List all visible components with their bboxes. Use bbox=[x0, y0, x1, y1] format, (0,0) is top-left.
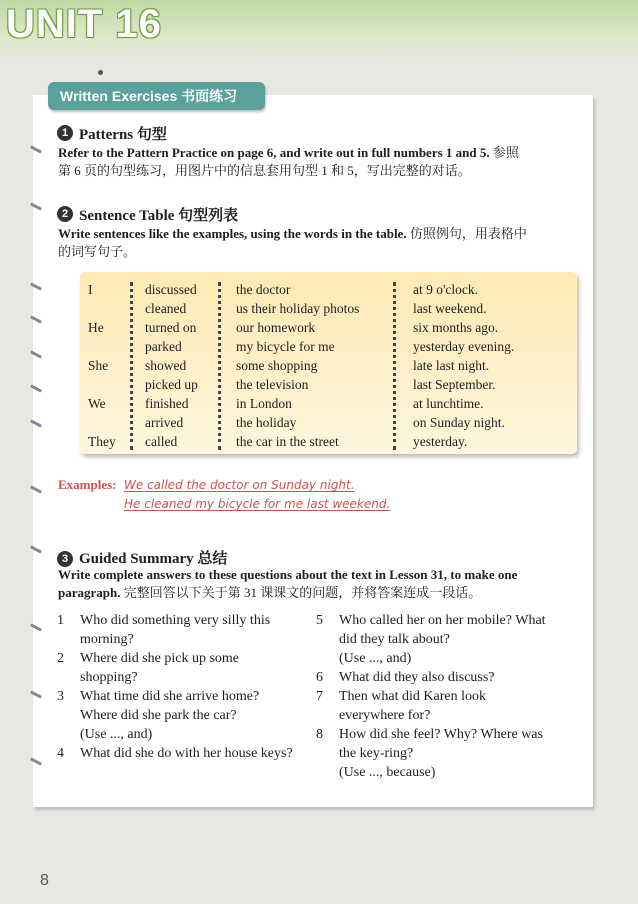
question-hint bbox=[80, 725, 152, 744]
table-cell: some shopping bbox=[236, 358, 318, 373]
table-cell: yesterday evening. bbox=[413, 339, 515, 354]
unit-title: UNIT 16 bbox=[6, 2, 162, 46]
instruction-cn: 参照 bbox=[489, 145, 519, 160]
table-cell: in London bbox=[236, 396, 292, 411]
question-number: 3 bbox=[57, 689, 64, 704]
example-sentence: We called the doctor on Sunday night. bbox=[124, 478, 355, 492]
question-text: What time did she arrive home? Where did she park the car? bbox=[80, 689, 260, 723]
table-cell: parked bbox=[145, 339, 182, 354]
instruction-cn: 完整回答以下关于第 31 课课文的问题，并将答案连成一段话。 bbox=[120, 585, 482, 600]
table-cell: six months ago. bbox=[413, 320, 499, 335]
table-cell: arrived bbox=[145, 415, 184, 430]
table-cell: We bbox=[88, 396, 106, 411]
table-cell bbox=[88, 375, 116, 394]
section-banner: Written Exercises 书面练习 bbox=[48, 82, 265, 110]
table-cell: us their holiday photos bbox=[236, 301, 360, 316]
table-cell: turned on bbox=[145, 320, 197, 335]
table-cell: the doctor bbox=[236, 282, 291, 297]
subject-column bbox=[88, 280, 116, 451]
question-hint bbox=[339, 649, 411, 668]
table-cell: the car in the street bbox=[236, 434, 339, 449]
table-cell: cleaned bbox=[145, 301, 187, 316]
table-cell: at lunchtime. bbox=[413, 396, 484, 411]
instruction-line2: 的词写句子。 bbox=[58, 244, 137, 259]
time-column bbox=[413, 280, 514, 451]
hint-text: (Use ..., and) bbox=[339, 651, 412, 666]
column-separator bbox=[218, 282, 221, 450]
question-number: 1 bbox=[57, 613, 64, 628]
question-text: What did she do with her house keys? bbox=[80, 746, 293, 761]
table-cell: They bbox=[88, 434, 116, 449]
table-cell: yesterday. bbox=[413, 434, 468, 449]
question-hint bbox=[339, 763, 435, 782]
question-text: How did she feel? Why? Where was the key-ring? bbox=[339, 727, 543, 761]
table-cell bbox=[88, 413, 116, 432]
object-column bbox=[236, 280, 359, 451]
table-cell bbox=[88, 337, 116, 356]
column-separator bbox=[393, 282, 396, 450]
table-cell: at 9 o'clock. bbox=[413, 282, 479, 297]
table-cell: finished bbox=[145, 396, 189, 411]
question-number: 2 bbox=[57, 651, 64, 666]
question-text: Who called her on her mobile? What did they talk about? bbox=[339, 613, 546, 647]
table-cell: my bicycle for me bbox=[236, 339, 335, 354]
section-title: Sentence Table 句型列表 bbox=[79, 208, 239, 224]
section-instruction bbox=[58, 225, 578, 261]
question-text: Then what did Karen look everywhere for? bbox=[339, 689, 486, 723]
section-title: Guided Summary 总结 bbox=[79, 551, 228, 567]
question-text: Where did she pick up some shopping? bbox=[80, 651, 240, 685]
page-number: 8 bbox=[40, 872, 49, 889]
instruction-line2: 第 6 页的句型练习，用图片中的信息套用句型 1 和 5，写出完整的对话。 bbox=[58, 163, 471, 178]
table-cell: I bbox=[88, 282, 93, 297]
table-cell: called bbox=[145, 434, 178, 449]
column-separator bbox=[130, 282, 133, 450]
section-number-badge: 2 bbox=[57, 206, 73, 222]
table-cell: the television bbox=[236, 377, 309, 392]
table-cell: discussed bbox=[145, 282, 197, 297]
question-number: 4 bbox=[57, 746, 64, 761]
table-cell: last September. bbox=[413, 377, 496, 392]
instruction-bold: Write sentences like the examples, using the words in the table. bbox=[58, 226, 407, 241]
table-cell: last weekend. bbox=[413, 301, 487, 316]
hint-text: (Use ..., because) bbox=[339, 765, 436, 780]
table-cell: He bbox=[88, 320, 104, 335]
section-instruction bbox=[58, 566, 578, 602]
question-text: Who did something very silly this morning? bbox=[80, 613, 271, 647]
table-cell: showed bbox=[145, 358, 187, 373]
instruction-cn: 仿照例句，用表格中 bbox=[406, 226, 527, 241]
verb-column bbox=[145, 280, 198, 451]
table-cell: picked up bbox=[145, 377, 198, 392]
example-sentence: He cleaned my bicycle for me last weekend. bbox=[124, 497, 391, 511]
question-number: 6 bbox=[316, 670, 323, 685]
question-number: 7 bbox=[316, 689, 323, 704]
table-cell: She bbox=[88, 358, 109, 373]
hint-text: (Use ..., and) bbox=[80, 727, 153, 742]
examples-label: Examples: bbox=[58, 477, 117, 492]
question-number: 8 bbox=[316, 727, 323, 742]
table-cell: on Sunday night. bbox=[413, 415, 505, 430]
table-cell: the holiday bbox=[236, 415, 297, 430]
sentence-table bbox=[80, 272, 577, 454]
table-cell: late last night. bbox=[413, 358, 490, 373]
table-cell: our homework bbox=[236, 320, 316, 335]
instruction-bold: paragraph. bbox=[58, 585, 121, 600]
instruction-bold: Refer to the Pattern Practice on page 6, and write out in full numbers 1 and 5. bbox=[58, 145, 490, 160]
section-number-badge: 1 bbox=[57, 125, 73, 141]
bullet-dot bbox=[98, 70, 103, 75]
section-number-badge: 3 bbox=[57, 551, 73, 567]
table-cell bbox=[88, 299, 116, 318]
section-instruction bbox=[58, 144, 578, 180]
question-number: 5 bbox=[316, 613, 323, 628]
instruction-bold: Write complete answers to these questions about the text in Lesson 31, to make one bbox=[58, 567, 518, 582]
section-title: Patterns 句型 bbox=[79, 127, 167, 143]
question-text: What did they also discuss? bbox=[339, 670, 495, 685]
